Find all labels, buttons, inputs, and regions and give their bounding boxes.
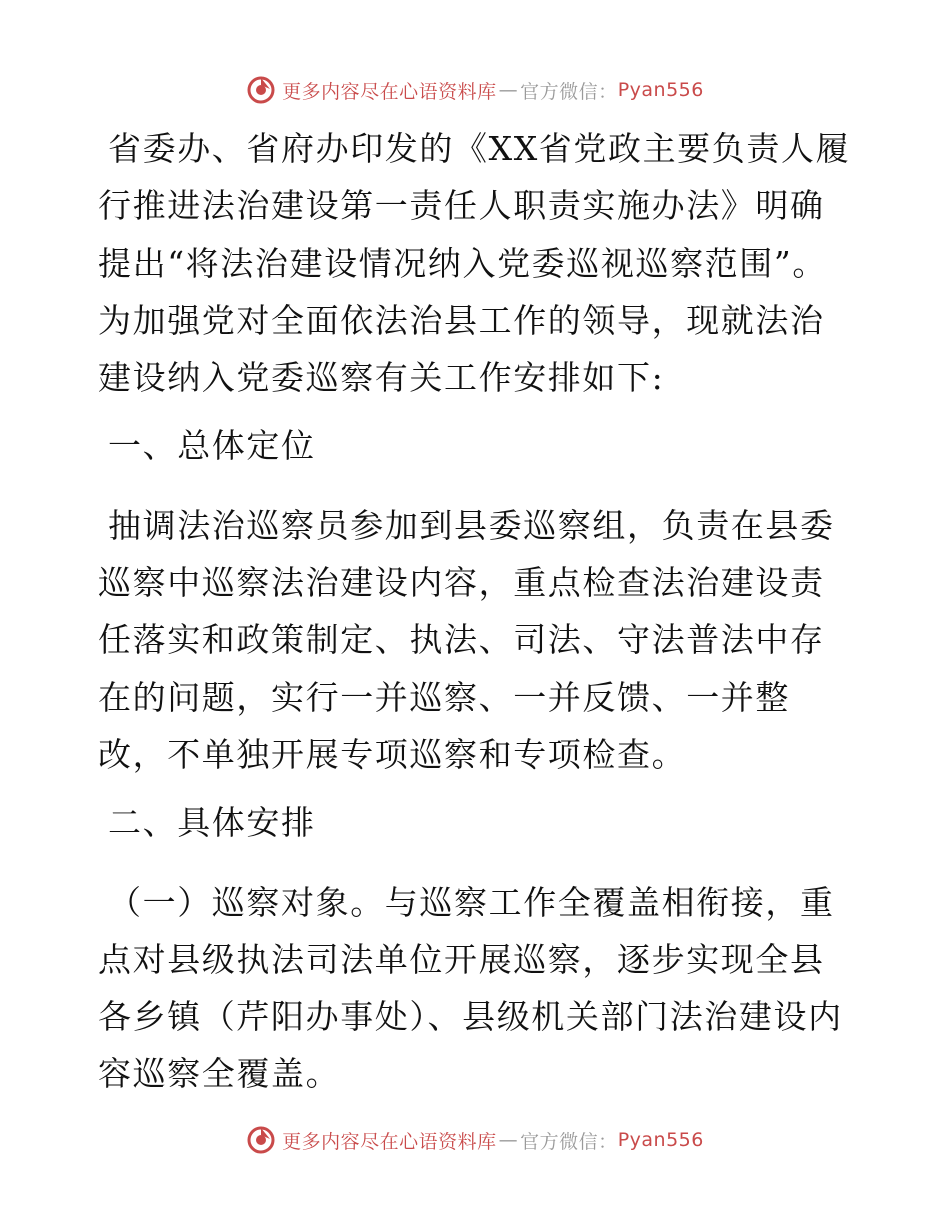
watermark-footer bbox=[0, 1120, 950, 1160]
watermark-logo-icon bbox=[246, 75, 276, 105]
watermark-logo-icon bbox=[246, 1125, 276, 1155]
watermark-account: Pyan556 bbox=[617, 79, 704, 101]
overall-paragraph: 抽调法治巡察员参加到县委巡察组，负责在县委巡察中巡察法治建设内容，重点检查法治建设责任落实和政策制定、执法、司法、守法普法中存在的问题，实行一并巡察、一并反馈、一并整改，不单独开展专项巡察和专项检查。 bbox=[98, 505, 835, 774]
document-body bbox=[98, 120, 858, 1103]
arrangement-paragraph: （一）巡察对象。与巡察工作全覆盖相衔接，重点对县级执法司法单位开展巡察，逐步实现全县各乡镇（芹阳办事处）、县级机关部门法治建设内容巡察全覆盖。 bbox=[98, 882, 843, 1094]
watermark-separator: — bbox=[498, 1129, 519, 1151]
watermark-site-text: 更多内容尽在心语资料库 bbox=[282, 1130, 497, 1153]
section-heading-overall: 一、总体定位 bbox=[108, 426, 316, 466]
watermark-label: 官方微信： bbox=[520, 80, 618, 103]
watermark-header bbox=[0, 70, 950, 110]
watermark-account: Pyan556 bbox=[617, 1129, 704, 1151]
section-heading-arrangement: 二、具体安排 bbox=[108, 803, 316, 843]
watermark-label: 官方微信： bbox=[520, 1130, 618, 1153]
watermark-site-text: 更多内容尽在心语资料库 bbox=[282, 80, 497, 103]
intro-paragraph: 省委办、省府办印发的《XX省党政主要负责人履行推进法治建设第一责任人职责实施办法》明确提出“将法治建设情况纳入党委巡视巡察范围”。为加强党对全面依法治县工作的领导，现就法治建设纳入党委巡察有关工作安排如下: bbox=[98, 129, 851, 398]
watermark-separator: — bbox=[498, 79, 519, 101]
